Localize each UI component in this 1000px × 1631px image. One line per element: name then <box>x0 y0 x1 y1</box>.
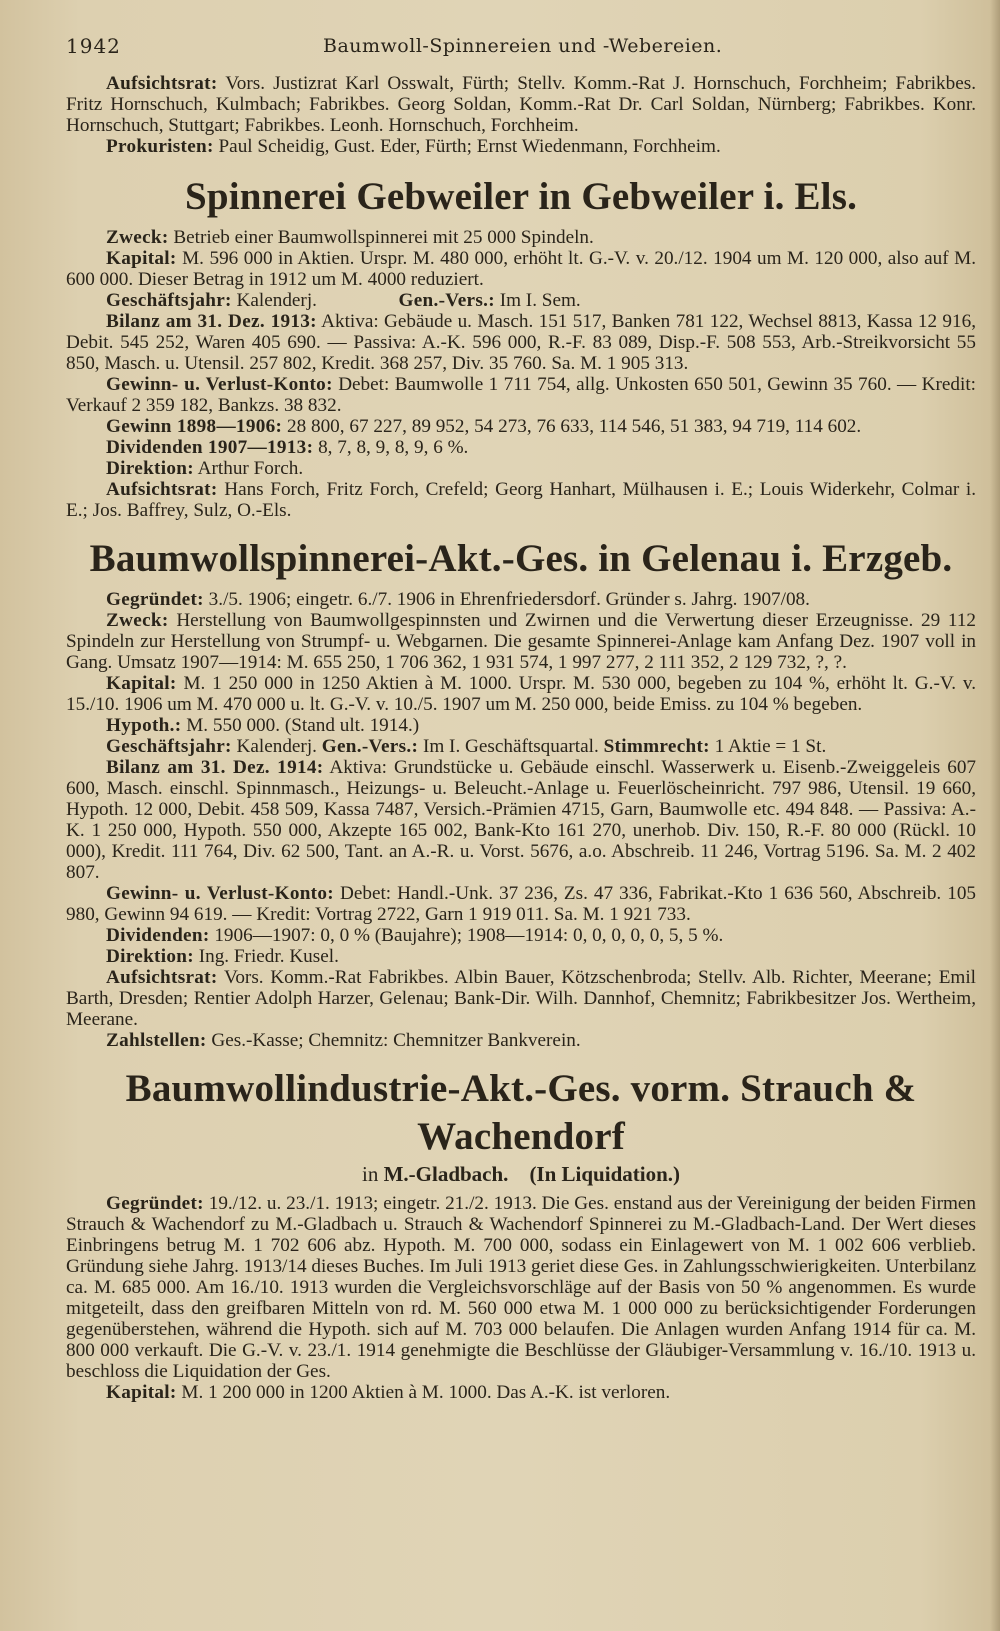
field-label: Zweck: <box>106 227 169 248</box>
field-value: Im I. Geschäftsquartal. <box>422 736 599 757</box>
field-value: M. 596 000 in Aktien. Urspr. M. 480 000, erhöht lt. G.-V. v. 20./12. 1904 um M. 120 000, also auf M. 600 000. Dieser Betrag in 1912 um M. 4000 reduziert. <box>66 248 976 290</box>
subtitle-status: (In Liquidation.) <box>529 1162 680 1186</box>
field-label: Gewinn- u. Verlust-Konto: <box>106 374 333 395</box>
field-value: Vors. Justizrat Karl Osswalt, Fürth; Stellv. Komm.-Rat J. Hornschuch, Forchheim; Fabrikbes. Fritz Hornschuch, Kulmbach; Fabrikbes. Georg Soldan, Komm.-Rat Dr. Carl Soldan, Nürnberg; Fabrikbes. Konr. Hornschuch, Stuttgart; Fabrikbes. Leonh. Hornschuch, Forchheim. <box>66 73 977 136</box>
field-label: Kapital: <box>106 1382 177 1403</box>
dividenden-paragraph <box>66 437 976 458</box>
field-label: Bilanz am 31. Dez. 1913: <box>106 311 317 332</box>
field-value: Arthur Forch. <box>197 458 304 479</box>
field-value: Aktiva: Grundstücke u. Gebäude einschl. Wasserwerk u. Eisenb.-Zweiggeleis 607 600, Masch. einschl. Spinnmasch., Heizungs- u. Beleucht.-Anlage u. Feuerlöscheinricht. 797 986, Utensil. 19 660, Hypoth. 12 000, Debit. 458 509, Kassa 7487, Versich.-Prämien 4715, Garn, Baumwolle etc. 494 848. — Passiva: A.-K. 1 250 000, Hypoth. 550 000, Akzepte 165 002, Bank-Kto 161 270, unerhob. Div. 150, R.-F. 80 000 (Rückl. 10 000), Kredit. 111 764, Div. 62 500, Tant. an A.-R. u. Vorst. 5676, a.o. Abschreib. 11 246, Vortrag 5196. Sa. M. 2 402 807. <box>66 757 977 883</box>
subtitle-prefix: in <box>362 1162 379 1186</box>
field-label: Stimmrecht: <box>603 736 710 757</box>
field-value: Ing. Friedr. Kusel. <box>198 946 339 967</box>
kapital-paragraph <box>66 673 976 715</box>
entry-title: Baumwollspinnerei-Akt.-Ges. in Gelenau i. Erzgeb. <box>89 537 953 580</box>
field-label: Zahlstellen: <box>106 1030 207 1051</box>
field-value: Ges.-Kasse; Chemnitz: Chemnitzer Bankverein. <box>211 1030 581 1051</box>
entry-subtitle <box>66 1161 976 1187</box>
field-value: M. 1 200 000 in 1200 Aktien à M. 1000. Das A.-K. ist verloren. <box>181 1382 671 1403</box>
entry-baumwollspinnerei-gelenau <box>66 535 976 1051</box>
field-label: Gen.-Vers.: <box>398 290 495 311</box>
field-label: Geschäftsjahr: <box>106 290 232 311</box>
entry-title: Baumwollindustrie-Akt.-Ges. vorm. Strauch & Wachendorf <box>125 1067 917 1158</box>
field-label: Direktion: <box>106 458 194 479</box>
field-label: Dividenden 1907—1913: <box>106 437 314 458</box>
field-value: Herstellung von Baumwollgespinnsten und Zwirnen und die Verwertung dieser Erzeugnisse. 29 112 Spindeln zur Herstellung von Strumpf- u. Webgarnen. Die gesamte Spinnerei-Anlage kam Anfang Dez. 1907 voll in Gang. Umsatz 1907—1914: M. 655 250, 1 706 362, 1 931 574, 1 997 277, 2 111 352, 2 129 732, ?, ?. <box>66 610 977 673</box>
running-header <box>66 30 976 70</box>
field-value: Im I. Sem. <box>499 290 581 311</box>
aufsichtsrat-paragraph <box>66 967 976 1030</box>
bilanz-paragraph <box>66 757 976 883</box>
aufsichtsrat-paragraph <box>66 479 976 521</box>
zweck-paragraph <box>66 227 976 248</box>
field-label: Dividenden: <box>106 925 210 946</box>
field-label: Aufsichtsrat: <box>106 967 218 988</box>
zweck-paragraph <box>66 610 976 673</box>
field-value: 1906—1907: 0, 0 % (Baujahre); 1908—1914: 0, 0, 0, 0, 0, 5, 5 %. <box>214 925 724 946</box>
page-number: 1942 <box>66 34 121 58</box>
field-label: Aufsichtsrat: <box>106 479 218 500</box>
field-label: Kapital: <box>106 673 177 694</box>
guv-paragraph <box>66 374 976 416</box>
prokuristen-paragraph <box>66 136 976 157</box>
direktion-paragraph <box>66 458 976 479</box>
field-value: 28 800, 67 227, 89 952, 54 273, 76 633, 114 546, 51 383, 94 719, 114 602. <box>287 416 862 437</box>
field-label: Hypoth.: <box>106 715 182 736</box>
field-value: Debet: Baumwolle 1 711 754, allg. Unkosten 650 501, Gewinn 35 760. — Kredit: Verkauf 2 359 182, Bankzs. 38 832. <box>66 374 977 416</box>
field-value: Debet: Handl.-Unk. 37 236, Zs. 47 336, Fabrikat.-Kto 1 636 560, Abschreib. 105 980, Gewinn 94 619. — Kredit: Vortrag 2722, Garn 1 919 011. Sa. M. 1 921 733. <box>66 883 977 925</box>
field-label: Gewinn- u. Verlust-Konto: <box>106 883 334 904</box>
field-value: 19./12. u. 23./1. 1913; eingetr. 21./2. 1913. Die Ges. enstand aus der Vereinigung der beiden Firmen Strauch & Wachendorf zu M.-Gladbach u. Strauch & Wachendorf Spinnerei zu M.-Gladbach-Land. Der Wert dieses Einbringens betrug M. 1 702 606 abz. Hypoth. M. 700 000, sodass ein Einlagewert von M. 1 002 606 verblieb. Gründung siehe Jahrg. 1913/14 dieses Buches. Im Juli 1913 geriet diese Ges. in Zahlungsschwierigkeiten. Unterbilanz ca. M. 685 000. Am 16./10. 1913 wurden die Vergleichsvorschläge auf der Basis von 50 % angenommen. Es wurde mitgeteilt, dass den greifbaren Mitteln von rd. M. 560 000 etwa M. 1 000 000 zu berücksichtigender Forderungen gegenüberstehen, während die Hypoth. sich auf M. 703 000 belaufen. Die Anlagen wurden Anfang 1914 für ca. M. 800 000 verkauft. Die G.-V. v. 23./1. 1914 genehmigte die Beschlüsse der Gläubiger-Versammlung v. 16./10. 1913 u. beschloss die Liquidation der Ges. <box>66 1193 977 1382</box>
guv-paragraph <box>66 883 976 925</box>
field-value: Paul Scheidig, Gust. Eder, Fürth; Ernst Wiedenmann, Forchheim. <box>218 136 721 157</box>
gegruendet-paragraph <box>66 1193 976 1382</box>
field-value: 1 Aktie = 1 St. <box>714 736 827 757</box>
gegruendet-paragraph <box>66 589 976 610</box>
kapital-paragraph <box>66 1382 976 1403</box>
field-label: Bilanz am 31. Dez. 1914: <box>106 757 324 778</box>
field-label: Prokuristen: <box>106 136 214 157</box>
field-value: 8, 7, 8, 9, 8, 9, 6 %. <box>318 437 469 458</box>
bilanz-paragraph <box>66 311 976 374</box>
field-label: Zweck: <box>106 610 169 631</box>
field-value: M. 550 000. (Stand ult. 1914.) <box>186 715 420 736</box>
field-label: Gen.-Vers.: <box>321 736 419 757</box>
dividenden-paragraph <box>66 925 976 946</box>
zahlstellen-paragraph <box>66 1030 976 1051</box>
gewinn-paragraph <box>66 416 976 437</box>
field-label: Aufsichtsrat: <box>106 73 218 94</box>
geschaeftsjahr-paragraph <box>66 736 976 757</box>
field-value: Vors. Komm.-Rat Fabrikbes. Albin Bauer, Kötzschenbroda; Stellv. Alb. Richter, Meerane; Emil Barth, Dresden; Rentier Adolph Harzer, Gelenau; Bank-Dir. Wilh. Dannhof, Chemnitz; Fabrikbesitzer Jos. Wertheim, Meerane. <box>66 967 976 1030</box>
field-label: Kapital: <box>106 248 177 269</box>
header-title: Baumwoll-Spinnereien und -Webereien. <box>323 35 723 57</box>
field-value: Hans Forch, Fritz Forch, Crefeld; Georg Hanhart, Mülhausen i. E.; Louis Widerkehr, Colmar i. E.; Jos. Baffrey, Sulz, O.-Els. <box>66 479 977 521</box>
field-value: Kalenderj. <box>236 290 317 311</box>
aufsichtsrat-paragraph <box>66 73 976 136</box>
field-value: Betrieb einer Baumwollspinnerei mit 25 000 Spindeln. <box>173 227 594 248</box>
entry-continuation <box>66 73 976 157</box>
field-value: Aktiva: Gebäude u. Masch. 151 517, Banken 781 122, Wechsel 8813, Kassa 12 916, Debit. 545 252, Waren 405 690. — Passiva: A.-K. 596 000, R.-F. 83 089, Disp.-F. 508 553, Arb.-Streikvorsicht 55 850, Masch. u. Utensil. 257 802, Kredit. 368 257, Div. 35 760. Sa. M. 1 905 313. <box>66 311 976 374</box>
subtitle-place: M.-Gladbach. <box>383 1162 509 1186</box>
entry-baumwollindustrie-strauch-wachendorf <box>66 1065 976 1403</box>
field-value: 3./5. 1906; eingetr. 6./7. 1906 in Ehrenfriedersdorf. Gründer s. Jahrg. 1907/08. <box>208 589 810 610</box>
field-value: M. 1 250 000 in 1250 Aktien à M. 1000. Urspr. M. 530 000, begeben zu 104 %, erhöht lt. G.-V. v. 15./10. 1906 um M. 470 000 u. lt. G.-V. v. 10./5. 1907 um M. 250 000, beide Emiss. zu 104 % begeben. <box>66 673 976 715</box>
field-value: Kalenderj. <box>236 736 317 757</box>
field-label: Gegründet: <box>106 1193 204 1214</box>
field-label: Geschäftsjahr: <box>106 736 232 757</box>
geschaeftsjahr-paragraph <box>66 290 976 311</box>
hypoth-paragraph <box>66 715 976 736</box>
field-label: Gewinn 1898—1906: <box>106 416 283 437</box>
field-label: Gegründet: <box>106 589 204 610</box>
entry-spinnerei-gebweiler <box>66 173 976 521</box>
kapital-paragraph <box>66 248 976 290</box>
field-label: Direktion: <box>106 946 194 967</box>
entry-title: Spinnerei Gebweiler in Gebweiler i. Els. <box>184 175 858 218</box>
direktion-paragraph <box>66 946 976 967</box>
